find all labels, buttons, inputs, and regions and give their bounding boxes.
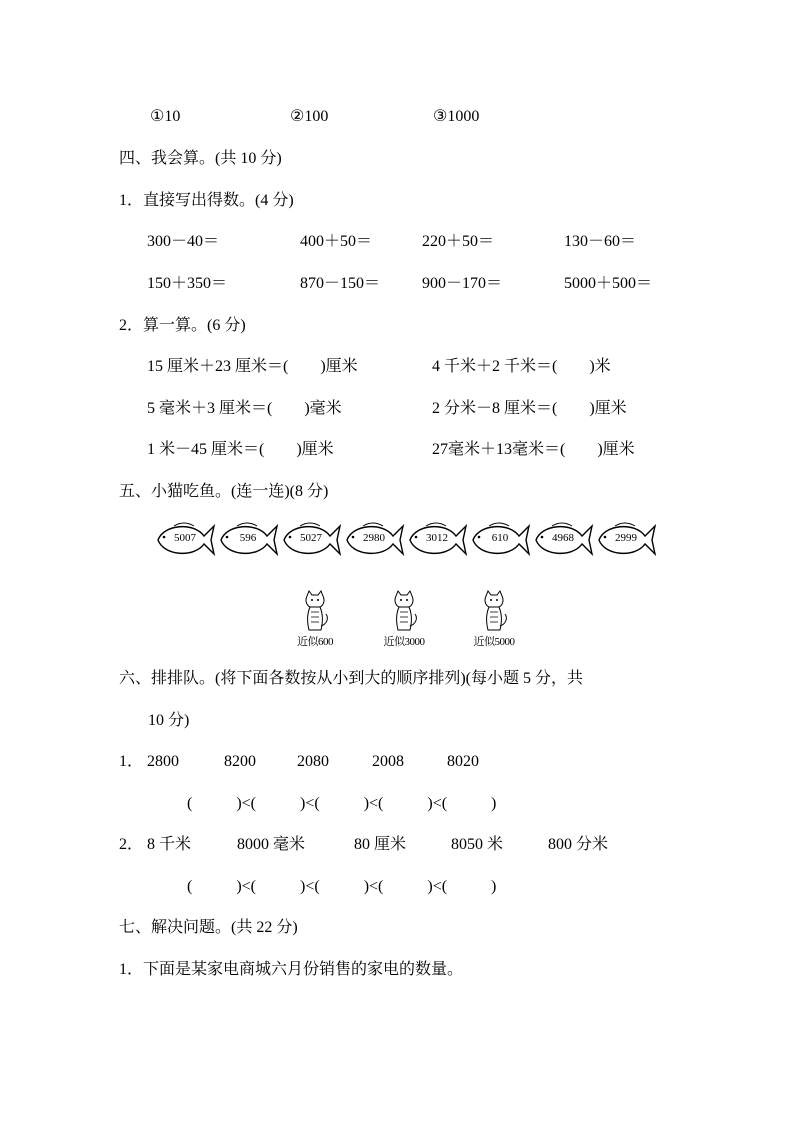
unit-item: 1 米－45 厘米＝( )厘米 xyxy=(147,441,334,458)
fish[interactable] xyxy=(406,518,468,562)
fish[interactable] xyxy=(217,518,279,562)
sort-length: 8000 毫米 xyxy=(237,836,306,853)
calc-item: 900－170＝ xyxy=(422,275,503,292)
fish-number: 5007 xyxy=(174,532,196,544)
section6-q1-label: 1． xyxy=(119,753,144,770)
section4-q1-title: 1．直接写出得数。(4 分) xyxy=(119,192,294,209)
cat-icon xyxy=(478,590,510,634)
fish-number: 3012 xyxy=(426,532,448,544)
sort-number: 8020 xyxy=(447,753,479,770)
sort-number: 2080 xyxy=(297,753,329,770)
fish[interactable] xyxy=(280,518,342,562)
calc-item: 870－150＝ xyxy=(300,275,381,292)
section7-title: 七、解决问题。(共 22 分) xyxy=(119,919,298,936)
unit-item: 15 厘米＋23 厘米＝( )厘米 xyxy=(147,358,358,375)
choice-3: ③1000 xyxy=(433,108,480,125)
choice-2: ②100 xyxy=(290,108,329,125)
fish[interactable] xyxy=(532,518,594,562)
cat-icon xyxy=(299,590,331,634)
fish[interactable] xyxy=(154,518,216,562)
fish-number: 5027 xyxy=(300,532,322,544)
unit-item: 2 分米－8 厘米＝( )厘米 xyxy=(432,400,627,417)
section7-q1: 1．下面是某家电商城六月份销售的家电的数量。 xyxy=(119,961,464,978)
sort-length: 8 千米 xyxy=(147,836,192,853)
sort-answer-blanks[interactable]: ( )<( )<( )<( )<( ) xyxy=(187,795,497,812)
cat-label: 近似600 xyxy=(297,636,333,648)
section4-title: 四、我会算。(共 10 分) xyxy=(119,150,282,167)
calc-item: 150＋350＝ xyxy=(147,275,228,292)
sort-length: 80 厘米 xyxy=(354,836,407,853)
section6-title-cont: 10 分) xyxy=(148,712,190,729)
cat[interactable] xyxy=(374,590,434,650)
fish-number: 596 xyxy=(239,532,257,544)
cat-label: 近似5000 xyxy=(473,636,515,648)
fish[interactable] xyxy=(343,518,405,562)
section4-q2-title: 2．算一算。(6 分) xyxy=(119,317,246,334)
cat-icon xyxy=(388,590,420,634)
section5-title: 五、小猫吃鱼。(连一连)(8 分) xyxy=(119,483,329,500)
unit-item: 27毫米＋13毫米＝( )厘米 xyxy=(432,441,635,458)
sort-number: 2800 xyxy=(147,753,179,770)
sort-number: 8200 xyxy=(224,753,256,770)
fish-number: 610 xyxy=(491,532,509,544)
fish-number: 2980 xyxy=(363,532,385,544)
choice-1: ①10 xyxy=(150,108,181,125)
calc-item: 220＋50＝ xyxy=(422,233,495,250)
sort-answer-blanks[interactable]: ( )<( )<( )<( )<( ) xyxy=(187,878,497,895)
calc-item: 130－60＝ xyxy=(564,233,637,250)
calc-item: 400＋50＝ xyxy=(300,233,373,250)
unit-item: 5 毫米＋3 厘米＝( )毫米 xyxy=(147,400,342,417)
fish-number: 2999 xyxy=(615,532,637,544)
calc-item: 300－40＝ xyxy=(147,233,220,250)
fish-row xyxy=(154,518,659,562)
cat[interactable] xyxy=(285,590,345,650)
section6-q2-label: 2． xyxy=(119,836,144,853)
fish[interactable] xyxy=(595,518,657,562)
sort-length: 800 分米 xyxy=(548,836,609,853)
sort-number: 2008 xyxy=(372,753,404,770)
fish-number: 4968 xyxy=(552,532,574,544)
calc-item: 5000＋500＝ xyxy=(564,275,653,292)
sort-length: 8050 米 xyxy=(451,836,504,853)
cat[interactable] xyxy=(464,590,524,650)
unit-item: 4 千米＋2 千米＝( )米 xyxy=(432,358,611,375)
fish[interactable] xyxy=(469,518,531,562)
cat-label: 近似3000 xyxy=(383,636,425,648)
section6-title: 六、排排队。(将下面各数按从小到大的顺序排列)(每小题 5 分，共 xyxy=(119,670,583,687)
